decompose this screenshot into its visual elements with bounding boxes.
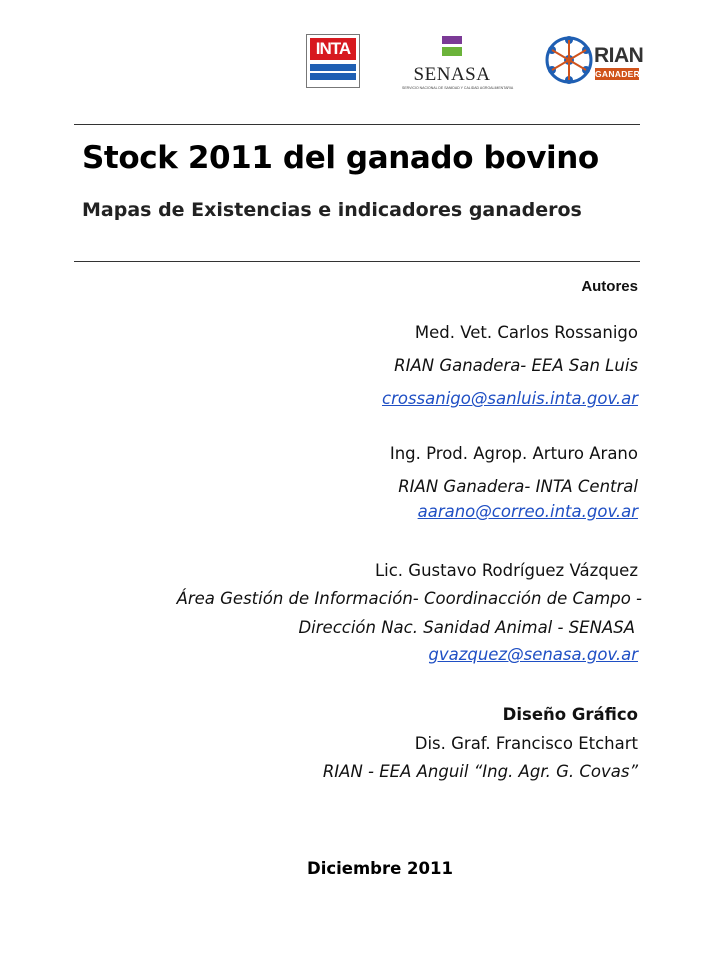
document-date: Diciembre 2011 bbox=[307, 859, 453, 878]
author-name: Med. Vet. Carlos Rossanigo bbox=[414, 323, 638, 342]
rian-logo-subtext: GANADERA bbox=[595, 69, 647, 79]
author-email-link[interactable]: aarano@correo.inta.gov.ar bbox=[417, 502, 638, 521]
designer-affiliation: RIAN - EEA Anguil “Ing. Agr. G. Covas” bbox=[322, 762, 638, 781]
senasa-logo-text: SENASA bbox=[413, 64, 491, 85]
rian-network-icon bbox=[544, 34, 594, 86]
senasa-tagline: SERVICIO NACIONAL DE SANIDAD Y CALIDAD AGROALIMENTARIA bbox=[402, 86, 514, 90]
author-affiliation: RIAN Ganadera- INTA Central bbox=[398, 477, 638, 496]
senasa-logo bbox=[400, 32, 514, 96]
document-subtitle: Mapas de Existencias e indicadores ganaderos bbox=[82, 199, 582, 221]
senasa-mark-icon bbox=[438, 32, 466, 60]
author-affiliation: Área Gestión de Información- Coordinacción de Campo - bbox=[176, 589, 642, 608]
inta-logo bbox=[306, 34, 362, 90]
inta-logo-text: INTA bbox=[310, 38, 356, 60]
rian-logo bbox=[544, 34, 647, 90]
top-divider bbox=[74, 124, 640, 125]
designer-name: Dis. Graf. Francisco Etchart bbox=[414, 734, 638, 753]
design-heading: Diseño Gráfico bbox=[502, 705, 638, 724]
authors-heading: Autores bbox=[581, 278, 638, 295]
author-affiliation: RIAN Ganadera- EEA San Luis bbox=[394, 356, 638, 375]
author-email-link[interactable]: gvazquez@senasa.gov.ar bbox=[428, 645, 638, 664]
author-affiliation: Dirección Nac. Sanidad Animal - SENASA bbox=[298, 618, 635, 637]
rian-logo-text: RIAN bbox=[594, 44, 644, 67]
logo-bar bbox=[0, 30, 720, 100]
author-name: Lic. Gustavo Rodríguez Vázquez bbox=[374, 561, 638, 580]
author-name: Ing. Prod. Agrop. Arturo Arano bbox=[389, 444, 638, 463]
document-title: Stock 2011 del ganado bovino bbox=[82, 140, 599, 176]
bottom-divider bbox=[74, 261, 640, 262]
author-email-link[interactable]: crossanigo@sanluis.inta.gov.ar bbox=[382, 389, 638, 408]
